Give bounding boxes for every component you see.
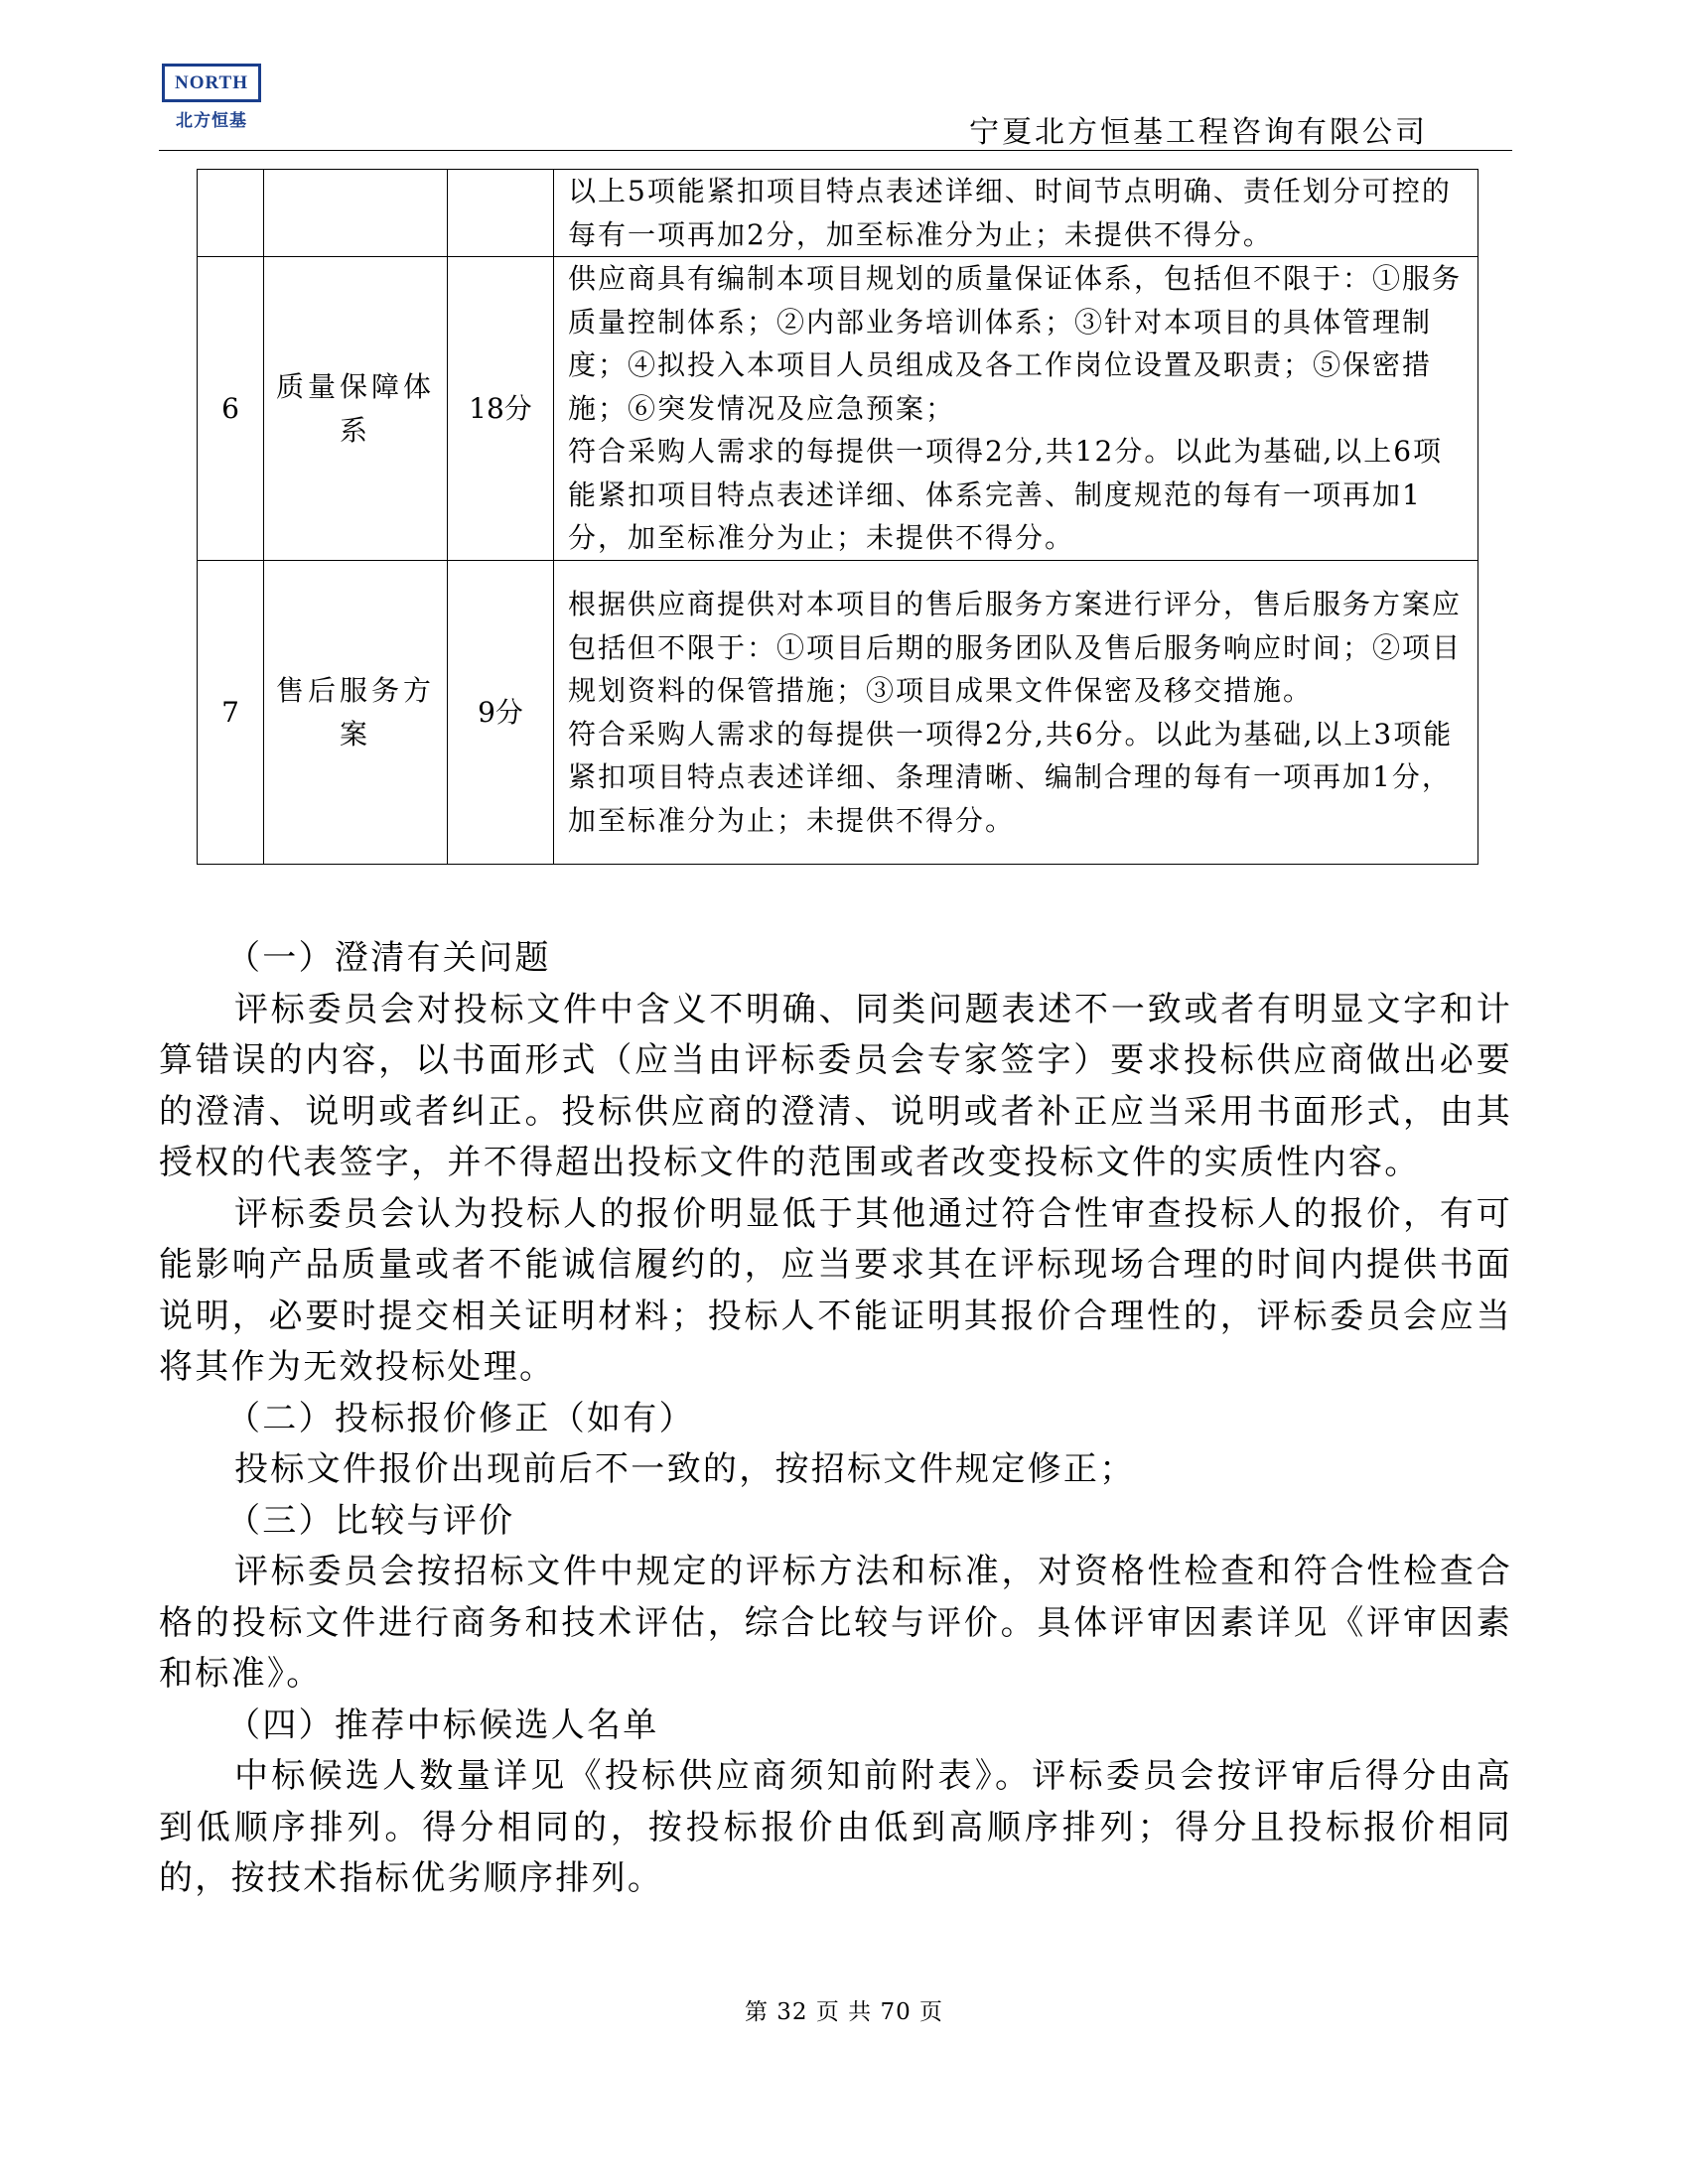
paragraph-comparison: 评标委员会按招标文件中规定的评标方法和标准，对资格性检查和符合性检查合格的投标文件进行商务和技术评估，综合比较与评价。具体评审因素详见《评审因素和标准》。 [159,1552,1512,1694]
row-content: 以上5项能紧扣项目特点表述详细、时间节点明确、责任划分可控的每有一项再加2分，加至标准分为止；未提供不得分。 [554,170,1478,257]
row-number: 7 [198,561,264,865]
scoring-table [197,169,1478,865]
row-number [198,170,264,257]
section-heading-comparison: （三）比较与评价 [226,1500,515,1541]
paragraph-price-correction: 投标文件报价出现前后不一致的，按招标文件规定修正； [234,1449,1136,1489]
table-row [198,561,1478,865]
row-content: 供应商具有编制本项目规划的质量保证体系，包括但不限于：①服务质量控制体系；②内部业务培训体系；③针对本项目的具体管理制度；④拟投入本项目人员组成及各工作岗位设置及职责；⑤保密措施；⑥突发情况及应急预案； 符合采购人需求的每提供一项得2分,共12分。以此为基础,以上6项能紧扣项目特点表述详细、体系完善、制度规范的每有一项再加1分，加至标准分为止；未提供不得分。 [554,257,1478,561]
row-score: 9分 [448,561,554,865]
row-score [448,170,554,257]
row-item [264,170,448,257]
logo-text-cn: 北方恒基 [176,111,247,131]
paragraph-clarification: 评标委员会对投标文件中含义不明确、同类问题表述不一致或者有明显文字和计算错误的内容，以书面形式（应当由评标委员会专家签字）要求投标供应商做出必要的澄清、说明或者纠正。投标供应商的澄清、说明或者补正应当采用书面形式，由其授权的代表签字，并不得超出投标文件的范围或者改变投标文件的实质性内容。 [159,989,1512,1182]
company-logo [162,64,261,131]
row-item: 质量保障体系 [264,257,448,561]
page-number: 第 32 页 共 70 页 [744,1999,944,2025]
row-number: 6 [198,257,264,561]
company-name: 宁夏北方恒基工程咨询有限公司 [969,115,1428,150]
row-score: 18分 [448,257,554,561]
header-divider [159,150,1512,151]
row-content: 根据供应商提供对本项目的售后服务方案进行评分，售后服务方案应包括但不限于：①项目后期的服务团队及售后服务响应时间；②项目规划资料的保管措施；③项目成果文件保密及移交措施。 符合采购人需求的每提供一项得2分,共6分。以此为基础,以上3项能紧扣项目特点表述详细、条理清晰、编制合理的每有一项再加1分，加至标准分为止；未提供不得分。 [554,561,1478,865]
table-row [198,170,1478,257]
section-heading-price-correction: （二）投标报价修正（如有） [226,1398,695,1438]
body-text [159,933,1512,1905]
logo-text-north: NORTH [162,64,261,102]
table-row [198,257,1478,561]
row-item: 售后服务方案 [264,561,448,865]
section-heading-candidates: （四）推荐中标候选人名单 [226,1705,659,1745]
section-heading-clarification: （一）澄清有关问题 [226,938,551,978]
paragraph-candidates: 中标候选人数量详见《投标供应商须知前附表》。评标委员会按评审后得分由高到低顺序排列。得分相同的，按投标报价由低到高顺序排列；得分且投标报价相同的，按技术指标优劣顺序排列。 [159,1756,1512,1898]
paragraph-low-price: 评标委员会认为投标人的报价明显低于其他通过符合性审查投标人的报价，有可能影响产品质量或者不能诚信履约的，应当要求其在评标现场合理的时间内提供书面说明，必要时提交相关证明材料；投标人不能证明其报价合理性的，评标委员会应当将其作为无效投标处理。 [159,1193,1512,1387]
